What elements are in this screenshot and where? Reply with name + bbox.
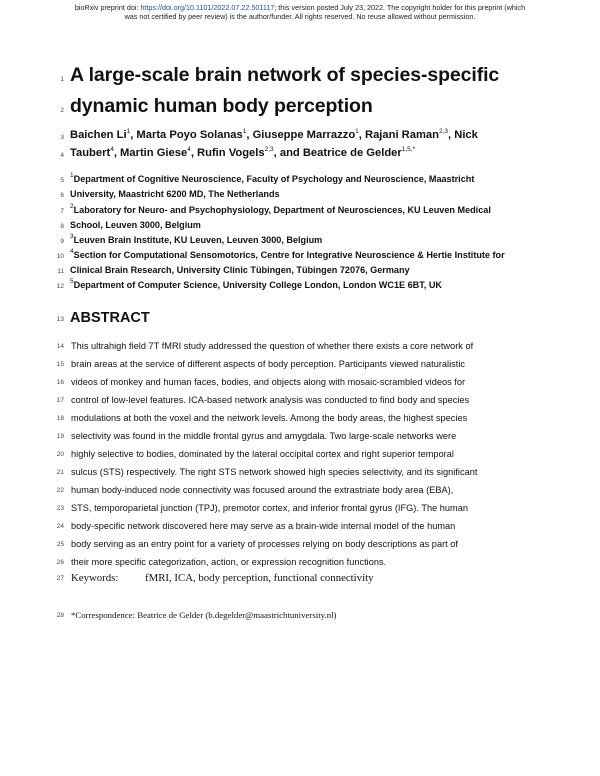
line-number: 13	[56, 316, 64, 323]
author-name: , Rufin Vogels	[190, 147, 265, 159]
author-name: Taubert	[70, 147, 111, 159]
author-affiliation-marker: 1	[126, 128, 131, 135]
author-affiliation-marker: 2,3	[264, 146, 274, 153]
author-list-line-1	[70, 129, 478, 141]
author-name: , Rajani Raman	[358, 129, 439, 141]
correspondence-note: *Correspondence: Beatrice de Gelder (b.degelder@maastrichtuniversity.nl)	[71, 610, 337, 620]
line-number: 23	[56, 505, 64, 512]
author-name: , Martin Giese	[113, 147, 188, 159]
affiliation-marker: 1	[70, 172, 74, 179]
line-number: 7	[60, 208, 64, 215]
author-affiliation-marker: 1	[355, 128, 359, 135]
paper-title-line-1: A large-scale brain network of species-specific	[70, 64, 500, 86]
keywords	[71, 572, 373, 584]
author-affiliation-marker: 4	[110, 146, 114, 153]
line-number: 25	[56, 541, 64, 548]
line-number: 6	[60, 192, 64, 199]
line-number: 27	[56, 575, 64, 582]
abstract-line: STS, temporoparietal junction (TPJ), premotor cortex, and inferior frontal gyrus (IFG). The human	[71, 503, 468, 513]
line-number: 22	[56, 487, 64, 494]
affiliation-2-cont: School, Leuven 3000, Belgium	[70, 220, 201, 230]
keywords-value: fMRI, ICA, body perception, functional connectivity	[145, 572, 374, 584]
line-number: 2	[60, 107, 64, 114]
line-number: 20	[56, 451, 64, 458]
abstract-line: highly selective to bodies, dominated by the lateral occipital cortex and right superior temporal	[71, 449, 454, 459]
line-number: 16	[56, 379, 64, 386]
abstract-line: body serving as an entry point for a variety of processes relying on body descriptions as part of	[71, 539, 458, 549]
line-number: 19	[56, 433, 64, 440]
author-name: , Nick	[448, 129, 478, 141]
author-name: Baichen Li	[70, 129, 127, 141]
author-affiliation-marker: 4	[187, 146, 191, 153]
line-number: 5	[60, 177, 64, 184]
banner-line-1: bioRxiv preprint doi: https://doi.org/10.1101/2022.07.22.501117; this version posted July 23, 2022. The copyright holder for this preprint (which	[74, 3, 526, 12]
author-affiliation-marker: 1	[242, 128, 247, 135]
line-number: 28	[56, 612, 64, 619]
affiliation-5: $^5$Department of Computer Science, University College London, London WC1E 6BT, UK	[70, 278, 442, 290]
line-number: 14	[56, 343, 64, 350]
abstract-line: videos of monkey and human faces, bodies, and objects along with mosaic-scrambled videos for	[71, 377, 466, 387]
line-number: 15	[56, 361, 64, 368]
line-number: 21	[56, 469, 64, 476]
affiliation-4: $^4$Section for Computational Sensomotorics, Centre for Integrative Neuroscience & Hertie Institute for	[70, 248, 505, 260]
author-affiliation-marker: 2,3	[438, 128, 449, 135]
author-name: , Giuseppe Marrazzo	[246, 129, 356, 141]
abstract-line: modulations at both the voxel and the network levels. Among the body areas, the highest species	[71, 413, 468, 423]
line-number: 12	[56, 283, 64, 290]
affiliation-marker: 4	[70, 248, 74, 255]
line-number: 1	[60, 76, 64, 83]
affiliation-4-cont: Clinical Brain Research, University Clinic Tübingen, Tübingen 72076, Germany	[70, 265, 410, 275]
author-affiliation-marker: 1,5,*	[401, 146, 416, 153]
line-number: 3	[60, 134, 64, 141]
abstract-line: brain areas at the service of different aspects of body perception. Participants viewed naturalistic	[71, 359, 466, 369]
line-number: 9	[60, 238, 64, 245]
affiliation-1-cont: University, Maastricht 6200 MD, The Netherlands	[70, 189, 280, 199]
line-number: 10	[56, 253, 64, 260]
line-number: 8	[60, 223, 64, 230]
abstract-line: control of low-level features. ICA-based network analysis was conducted to find body and species	[71, 395, 470, 405]
abstract-line: selectivity was found in the middle frontal gyrus and amygdala. Two large-scale networks were	[71, 431, 457, 441]
line-number: 24	[56, 523, 64, 530]
abstract-line: their more specific categorization, action, or expression recognition functions.	[71, 557, 387, 567]
affiliation-marker: 2	[70, 203, 74, 210]
line-number: 11	[57, 268, 64, 275]
author-list-line-2	[70, 147, 415, 159]
abstract-heading: ABSTRACT	[70, 310, 150, 326]
line-number: 26	[56, 559, 64, 566]
author-name: , Marta Poyo Solanas	[130, 129, 243, 141]
banner-line-2: was not certified by peer review) is the author/funder. All rights reserved. No reuse allowed without permission.	[124, 12, 476, 21]
preprint-banner	[0, 3, 600, 21]
line-number: 17	[56, 397, 64, 404]
affiliation-2: $^2$Laboratory for Neuro- and Psychophysiology, Department of Neurosciences, KU Leuven Medical	[70, 203, 491, 215]
affiliation-marker: 5	[70, 278, 74, 285]
keywords-label: Keywords:	[71, 572, 119, 584]
line-number: 18	[56, 415, 64, 422]
abstract-line: sulcus (STS) respectively. The right STS network showed high species selectivity, and its significant	[71, 467, 478, 477]
paper-title-line-2: dynamic human body perception	[70, 95, 373, 117]
abstract-line: body-specific network discovered here may serve as a brain-wide internal model of the human	[71, 521, 456, 531]
affiliation-1: $^1$Department of Cognitive Neuroscience, Faculty of Psychology and Neuroscience, Maastricht	[70, 172, 475, 184]
abstract-line: This ultrahigh field 7T fMRI study addressed the question of whether there exists a core network of	[71, 341, 474, 351]
affiliation-3: $^3$Leuven Brain Institute, KU Leuven, Leuven 3000, Belgium	[70, 233, 323, 245]
abstract-line: human body-induced node connectivity was focused around the extrastriate body area (EBA),	[71, 485, 454, 495]
doi-link[interactable]: https://doi.org/10.1101/2022.07.22.501117	[140, 3, 275, 12]
line-number: 4	[60, 152, 64, 159]
author-name: , and Beatrice de Gelder	[273, 147, 402, 159]
affiliation-marker: 3	[70, 233, 74, 240]
